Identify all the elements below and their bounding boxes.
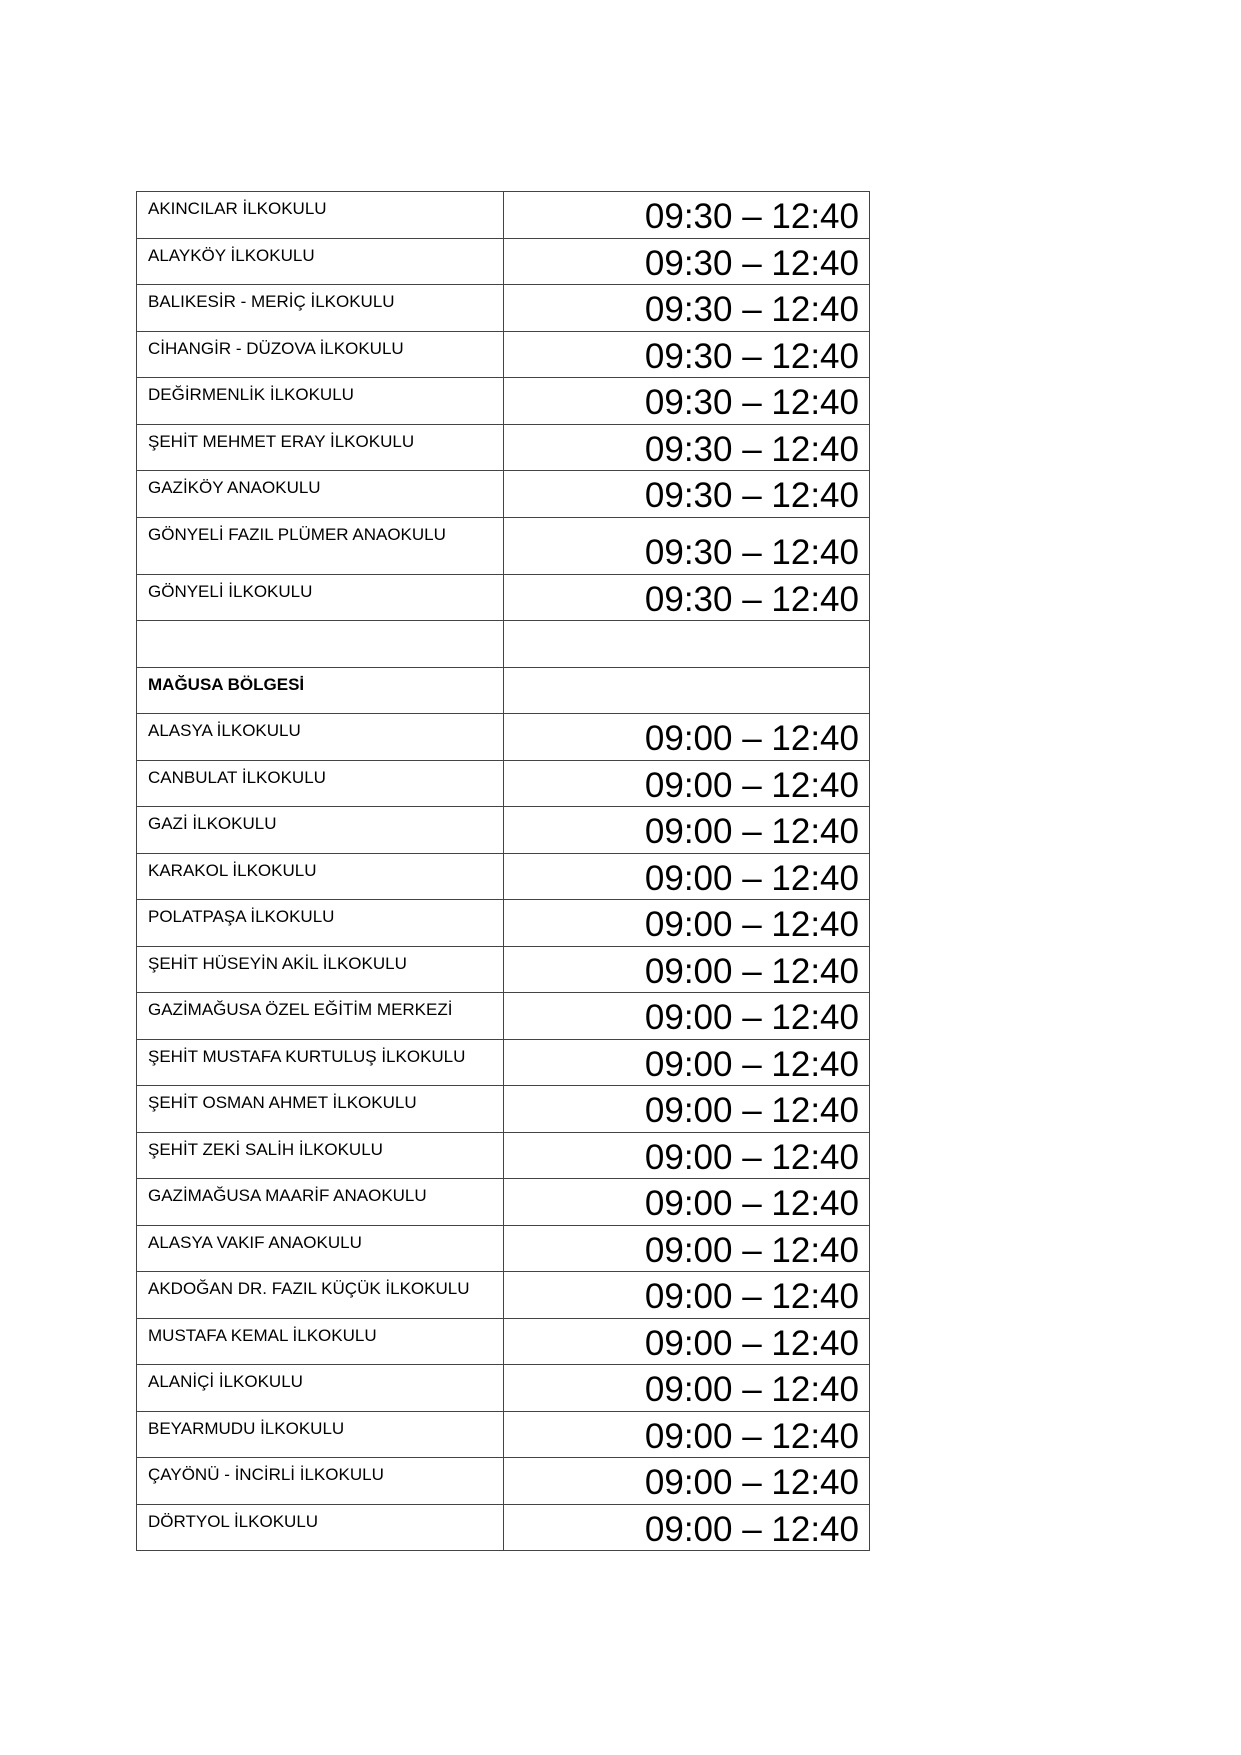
time-range: 09:00 – 12:40 bbox=[504, 760, 870, 807]
school-name: ALASYA İLKOKULU bbox=[137, 714, 504, 761]
table-row bbox=[137, 1086, 870, 1133]
time-range: 09:00 – 12:40 bbox=[504, 1504, 870, 1551]
time-range: 09:00 – 12:40 bbox=[504, 807, 870, 854]
school-name: POLATPAŞA İLKOKULU bbox=[137, 900, 504, 947]
time-range: 09:30 – 12:40 bbox=[504, 192, 870, 239]
school-name: GAZİMAĞUSA MAARİF ANAOKULU bbox=[137, 1179, 504, 1226]
school-name: AKINCILAR İLKOKULU bbox=[137, 192, 504, 239]
table-row bbox=[137, 1132, 870, 1179]
school-name: ŞEHİT OSMAN AHMET İLKOKULU bbox=[137, 1086, 504, 1133]
school-name: ALAYKÖY İLKOKULU bbox=[137, 238, 504, 285]
table-row bbox=[137, 378, 870, 425]
school-name: BALIKESİR - MERİÇ İLKOKULU bbox=[137, 285, 504, 332]
table-row bbox=[137, 192, 870, 239]
table-row bbox=[137, 285, 870, 332]
time-range: 09:00 – 12:40 bbox=[504, 1225, 870, 1272]
school-name: MUSTAFA KEMAL İLKOKULU bbox=[137, 1318, 504, 1365]
school-name: GÖNYELİ İLKOKULU bbox=[137, 574, 504, 621]
table-row bbox=[137, 1411, 870, 1458]
school-name: CANBULAT İLKOKULU bbox=[137, 760, 504, 807]
school-name: ŞEHİT MEHMET ERAY İLKOKULU bbox=[137, 424, 504, 471]
table-row bbox=[137, 471, 870, 518]
table-row bbox=[137, 1039, 870, 1086]
school-name: GAZİKÖY ANAOKULU bbox=[137, 471, 504, 518]
table-row bbox=[137, 714, 870, 761]
school-name: GAZİMAĞUSA ÖZEL EĞİTİM MERKEZİ bbox=[137, 993, 504, 1040]
table-row bbox=[137, 853, 870, 900]
table-row bbox=[137, 760, 870, 807]
time-range: 09:30 – 12:40 bbox=[504, 517, 870, 574]
school-name: ŞEHİT HÜSEYİN AKİL İLKOKULU bbox=[137, 946, 504, 993]
school-name: BEYARMUDU İLKOKULU bbox=[137, 1411, 504, 1458]
region-heading: MAĞUSA BÖLGESİ bbox=[137, 667, 504, 714]
time-range: 09:30 – 12:40 bbox=[504, 574, 870, 621]
time-range bbox=[504, 667, 870, 714]
time-range: 09:30 – 12:40 bbox=[504, 331, 870, 378]
table-row bbox=[137, 1272, 870, 1319]
time-range: 09:00 – 12:40 bbox=[504, 1458, 870, 1505]
time-range: 09:00 – 12:40 bbox=[504, 1318, 870, 1365]
table-row bbox=[137, 807, 870, 854]
school-name: ŞEHİT ZEKİ SALİH İLKOKULU bbox=[137, 1132, 504, 1179]
school-name: DEĞİRMENLİK İLKOKULU bbox=[137, 378, 504, 425]
empty-row bbox=[137, 621, 870, 668]
time-range: 09:30 – 12:40 bbox=[504, 285, 870, 332]
table-row bbox=[137, 517, 870, 574]
time-range: 09:30 – 12:40 bbox=[504, 424, 870, 471]
time-range: 09:00 – 12:40 bbox=[504, 853, 870, 900]
time-range: 09:00 – 12:40 bbox=[504, 1365, 870, 1412]
table-row bbox=[137, 574, 870, 621]
time-range: 09:00 – 12:40 bbox=[504, 714, 870, 761]
school-name: ÇAYÖNÜ - İNCİRLİ İLKOKULU bbox=[137, 1458, 504, 1505]
school-name: ALASYA VAKIF ANAOKULU bbox=[137, 1225, 504, 1272]
time-range: 09:00 – 12:40 bbox=[504, 946, 870, 993]
school-name: DÖRTYOL İLKOKULU bbox=[137, 1504, 504, 1551]
school-schedule-table bbox=[136, 191, 870, 1551]
table-row bbox=[137, 946, 870, 993]
time-range: 09:00 – 12:40 bbox=[504, 1086, 870, 1133]
school-name: CİHANGİR - DÜZOVA İLKOKULU bbox=[137, 331, 504, 378]
time-range: 09:00 – 12:40 bbox=[504, 1039, 870, 1086]
time-range: 09:30 – 12:40 bbox=[504, 238, 870, 285]
school-name: AKDOĞAN DR. FAZIL KÜÇÜK İLKOKULU bbox=[137, 1272, 504, 1319]
table-row bbox=[137, 1318, 870, 1365]
time-range: 09:00 – 12:40 bbox=[504, 1272, 870, 1319]
region-header-row bbox=[137, 667, 870, 714]
time-range bbox=[504, 621, 870, 668]
time-range: 09:00 – 12:40 bbox=[504, 1132, 870, 1179]
time-range: 09:00 – 12:40 bbox=[504, 1411, 870, 1458]
time-range: 09:00 – 12:40 bbox=[504, 993, 870, 1040]
table-row bbox=[137, 900, 870, 947]
table-row bbox=[137, 331, 870, 378]
table-row bbox=[137, 1179, 870, 1226]
time-range: 09:00 – 12:40 bbox=[504, 1179, 870, 1226]
table-row bbox=[137, 1365, 870, 1412]
table-row bbox=[137, 993, 870, 1040]
school-name: KARAKOL İLKOKULU bbox=[137, 853, 504, 900]
time-range: 09:30 – 12:40 bbox=[504, 378, 870, 425]
table-row bbox=[137, 1458, 870, 1505]
table-row bbox=[137, 1504, 870, 1551]
school-name: ŞEHİT MUSTAFA KURTULUŞ İLKOKULU bbox=[137, 1039, 504, 1086]
time-range: 09:00 – 12:40 bbox=[504, 900, 870, 947]
school-name: GÖNYELİ FAZIL PLÜMER ANAOKULU bbox=[137, 517, 504, 574]
table-row bbox=[137, 238, 870, 285]
school-name: ALANİÇİ İLKOKULU bbox=[137, 1365, 504, 1412]
school-name bbox=[137, 621, 504, 668]
table-row bbox=[137, 1225, 870, 1272]
school-name: GAZİ İLKOKULU bbox=[137, 807, 504, 854]
table-row bbox=[137, 424, 870, 471]
time-range: 09:30 – 12:40 bbox=[504, 471, 870, 518]
